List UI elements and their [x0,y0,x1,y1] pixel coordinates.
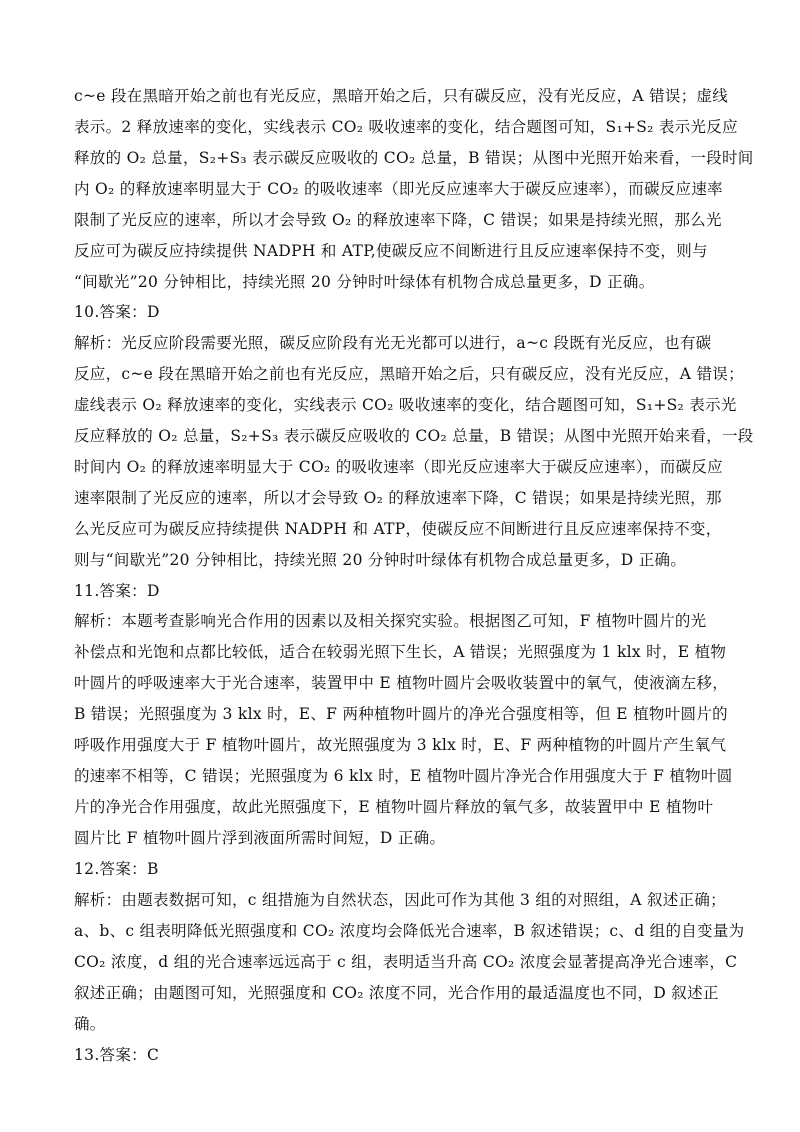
text-line: 10.答案：D [74,303,160,321]
text-line: 解析：本题考查影响光合作用的因素以及相关探究实验。根据图乙可知，F 植物叶圆片的光 [74,612,707,630]
text-line: 反应释放的 O₂ 总量，S₂+S₃ 表示碳反应吸收的 CO₂ 总量，B 错误；从图中光照开始来看，一段 [74,427,754,445]
text-line: 么光反应可为碳反应持续提供 NADPH 和 ATP，使碳反应不间断进行且反应速率保持不变， [74,520,722,538]
text-line: 13.答案：C [74,1046,160,1064]
text-line: 虚线表示 O₂ 释放速率的变化，实线表示 CO₂ 吸收速率的变化，结合题图可知，S₁+S₂ 表示光 [74,396,737,414]
text-line: 则与“间歇光”20 分钟相比，持续光照 20 分钟时叶绿体有机物合成总量更多，D 正确。 [74,551,687,569]
text-line: 片的净光合作用强度，故此光照强度下，E 植物叶圆片释放的氧气多，故装置甲中 E 植物叶 [74,798,714,816]
text-line: a、b、c 组表明降低光照强度和 CO₂ 浓度均会降低光合速率，B 叙述错误；c、d 组的自变量为 [74,922,745,940]
text-line: 时间内 O₂ 的释放速率明显大于 CO₂ 的吸收速率（即光反应速率大于碳反应速率），而碳反应 [74,458,723,476]
text-line: 11.答案：D [74,582,160,600]
text-line: 反应可为碳反应持续提供 NADPH 和 ATP,使碳反应不间断进行且反应速率保持不变，则与 [74,242,708,260]
text-line: 表示。2 释放速率的变化，实线表示 CO₂ 吸收速率的变化，结合题图可知，S₁+S₂ 表示光反应 [74,118,738,136]
text-line: 解析：由题表数据可知，c 组措施为自然状态，因此可作为其他 3 组的对照组，A 叙述正确； [74,891,726,909]
text-line: “间歇光”20 分钟相比，持续光照 20 分钟时叶绿体有机物合成总量更多，D 正确。 [74,273,655,291]
text-line: 的速率不相等，C 错误；光照强度为 6 klx 时，E 植物叶圆片净光合作用强度大于 F 植物叶圆 [74,767,733,785]
text-line: 确。 [74,1015,106,1033]
text-line: 叶圆片的呼吸速率大于光合速率，装置甲中 E 植物叶圆片会吸收装置中的氧气，使液滴左移， [74,674,729,692]
text-line: CO₂ 浓度，d 组的光合速率远远高于 c 组，表明适当升高 CO₂ 浓度会显著提高净光合速率，C [74,953,738,971]
text-line: 叙述正确；由题图可知，光照强度和 CO₂ 浓度不同，光合作用的最适温度也不同，D 叙述正 [74,984,719,1002]
text-line: 呼吸作用强度大于 F 植物叶圆片，故光照强度为 3 klx 时，E、F 两种植物的叶圆片产生氧气 [74,736,727,754]
text-line: 圆片比 F 植物叶圆片浮到液面所需时间短，D 正确。 [74,829,446,847]
text-line: 速率限制了光反应的速率，所以才会导致 O₂ 的释放速率下降，C 错误；如果是持续光照，那 [74,489,722,507]
text-line: 反应，c~e 段在黑暗开始之前也有光反应，黑暗开始之后，只有碳反应，没有光反应，A 错误； [74,365,744,383]
text-line: 限制了光反应的速率，所以才会导致 O₂ 的释放速率下降，C 错误；如果是持续光照，那么光 [74,211,722,229]
text-line: B 错误；光照强度为 3 klx 时，E、F 两种植物叶圆片的净光合强度相等，但 E 植物叶圆片的 [74,705,728,723]
text-line: c~e 段在黑暗开始之前也有光反应，黑暗开始之后，只有碳反应，没有光反应，A 错误；虚线 [74,87,729,105]
text-line: 12.答案：B [74,860,159,878]
text-line: 释放的 O₂ 总量，S₂+S₃ 表示碳反应吸收的 CO₂ 总量，B 错误；从图中光照开始来看，一段时间 [74,149,754,167]
text-line: 内 O₂ 的释放速率明显大于 CO₂ 的吸收速率（即光反应速率大于碳反应速率），而碳反应速率 [74,180,723,198]
text-line: 解析：光反应阶段需要光照，碳反应阶段有光无光都可以进行，a~c 段既有光反应，也有碳 [74,334,712,352]
text-line: 补偿点和光饱和点都比较低，适合在较弱光照下生长，A 错误；光照强度为 1 klx 时，E 植物 [74,643,727,661]
